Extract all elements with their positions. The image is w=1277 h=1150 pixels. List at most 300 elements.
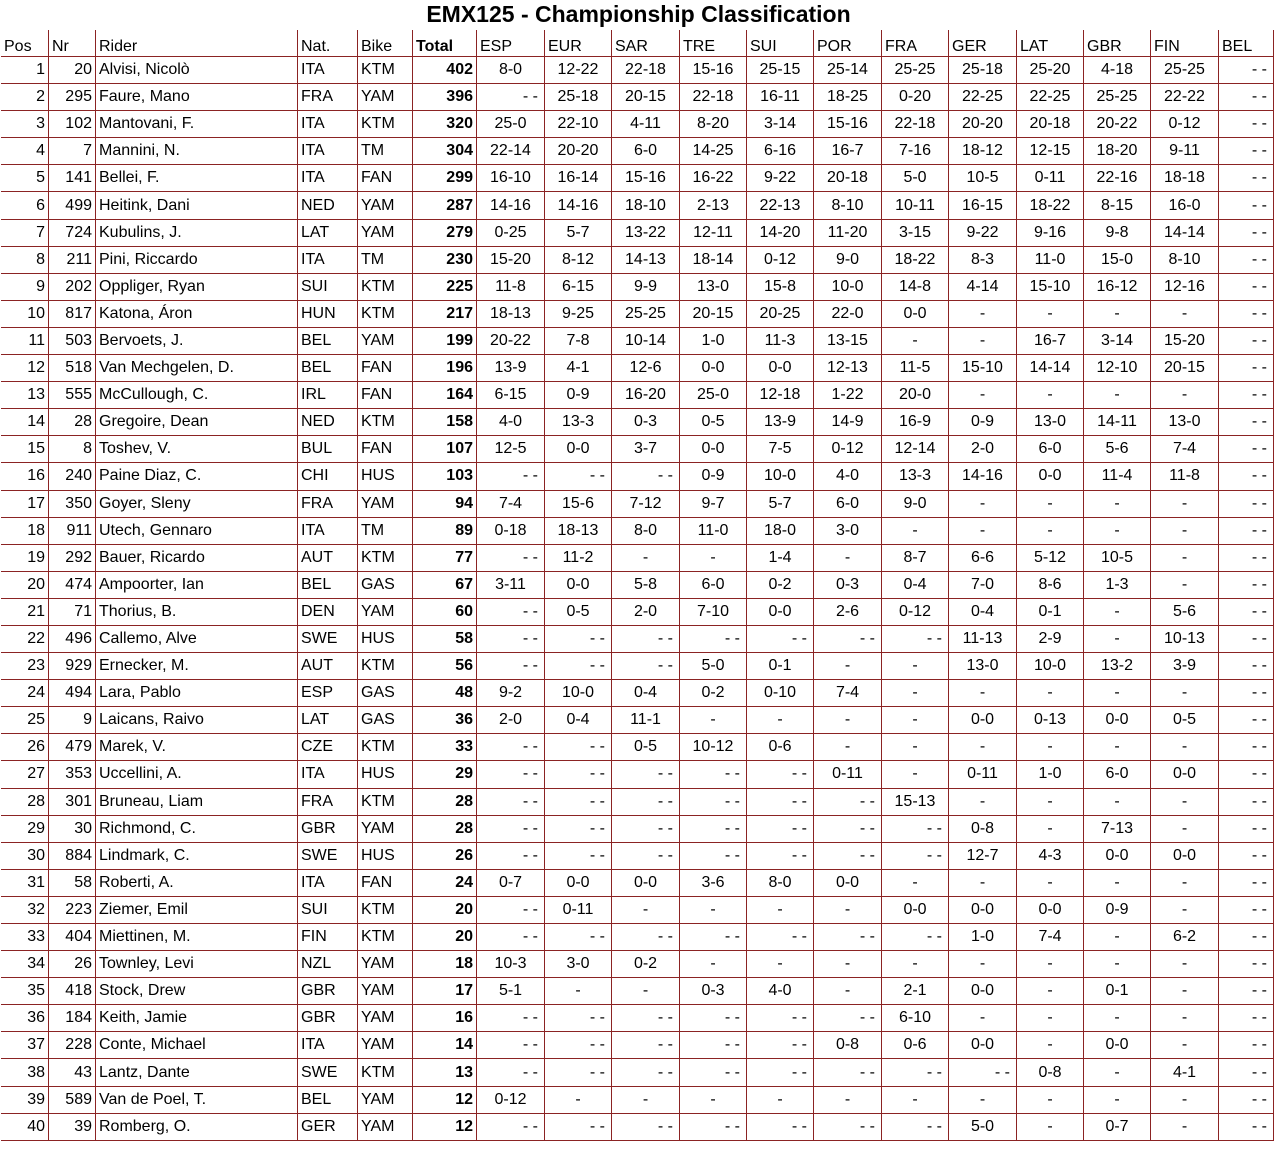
result-cell-fra: - [882,734,949,761]
result-cell-fra: 22-18 [882,111,949,138]
result-cell-bel: - - [1219,653,1274,680]
pos-cell: 29 [1,816,49,843]
total-points-cell: 287 [413,192,477,219]
result-cell-por: 0-12 [814,436,882,463]
result-cell-eur: 14-16 [545,192,612,219]
result-cell-eur: 6-15 [545,274,612,301]
pos-cell: 19 [1,545,49,572]
bike-cell: FAN [358,355,413,382]
result-cell-eur: - - [545,816,612,843]
result-cell-eur: - [545,978,612,1005]
result-cell-sui: - [747,1087,814,1114]
result-cell-sui: 0-2 [747,572,814,599]
total-points-cell: 20 [413,897,477,924]
nationality-cell: AUT [298,545,358,572]
result-cell-tre: 0-0 [680,355,747,382]
rider-cell: Heitink, Dani [96,192,298,219]
result-cell-lat: - [1017,1005,1084,1032]
result-cell-por: 15-16 [814,111,882,138]
result-cell-eur: - - [545,1032,612,1059]
pos-cell: 26 [1,734,49,761]
table-row [1,1005,1274,1032]
rider-cell: Bervoets, J. [96,328,298,355]
result-cell-ger: 0-0 [949,1032,1017,1059]
pos-cell: 37 [1,1032,49,1059]
result-cell-tre: 0-2 [680,680,747,707]
result-cell-fra: 2-1 [882,978,949,1005]
result-cell-ger: - [949,382,1017,409]
nationality-cell: CHI [298,463,358,490]
table-row [1,518,1274,545]
pos-cell: 14 [1,409,49,436]
result-cell-ger: 0-0 [949,897,1017,924]
result-cell-fin: - [1151,734,1219,761]
rider-cell: Paine Diaz, C. [96,463,298,490]
result-cell-tre: - - [680,924,747,951]
result-cell-por: - - [814,1059,882,1086]
result-cell-ger: - [949,518,1017,545]
nationality-cell: AUT [298,653,358,680]
rider-cell: Callemo, Alve [96,626,298,653]
rider-cell: Goyer, Sleny [96,491,298,518]
nationality-cell: DEN [298,599,358,626]
result-cell-lat: - [1017,301,1084,328]
table-row [1,707,1274,734]
result-cell-fra: - [882,518,949,545]
result-cell-tre: - [680,951,747,978]
result-cell-bel: - - [1219,978,1274,1005]
result-cell-gbr: 3-14 [1084,328,1151,355]
number-cell: 228 [49,1032,96,1059]
result-cell-por: - - [814,1005,882,1032]
result-cell-ger: 10-5 [949,165,1017,192]
col-header-pos: Pos [1,30,49,57]
result-cell-lat: 22-25 [1017,84,1084,111]
table-row [1,138,1274,165]
result-cell-esp: 20-22 [477,328,545,355]
result-cell-sar: - - [612,761,680,788]
number-cell: 555 [49,382,96,409]
result-cell-sui: - - [747,1059,814,1086]
result-cell-por: 13-15 [814,328,882,355]
rider-cell: McCullough, C. [96,382,298,409]
result-cell-esp: 2-0 [477,707,545,734]
result-cell-lat: 0-1 [1017,599,1084,626]
result-cell-sar: 5-8 [612,572,680,599]
result-cell-eur: 4-1 [545,355,612,382]
total-points-cell: 396 [413,84,477,111]
number-cell: 71 [49,599,96,626]
result-cell-eur: 0-0 [545,436,612,463]
total-points-cell: 48 [413,680,477,707]
bike-cell: YAM [358,1114,413,1141]
result-cell-ger: - [949,328,1017,355]
result-cell-gbr: - [1084,1087,1151,1114]
result-cell-sar: 18-10 [612,192,680,219]
rider-cell: Kubulins, J. [96,220,298,247]
result-cell-lat: 10-0 [1017,653,1084,680]
rider-cell: Roberti, A. [96,870,298,897]
result-cell-ger: 0-4 [949,599,1017,626]
result-cell-gbr: - [1084,599,1151,626]
result-cell-fin: 20-15 [1151,355,1219,382]
nationality-cell: FRA [298,84,358,111]
result-cell-esp: 8-0 [477,57,545,84]
result-cell-por: - [814,951,882,978]
result-cell-bel: - - [1219,355,1274,382]
result-cell-bel: - - [1219,761,1274,788]
result-cell-sui: 0-1 [747,653,814,680]
result-cell-por: - - [814,1114,882,1141]
nationality-cell: ITA [298,1032,358,1059]
result-cell-fra: 7-16 [882,138,949,165]
result-cell-sui: 13-9 [747,409,814,436]
bike-cell: YAM [358,816,413,843]
rider-cell: Utech, Gennaro [96,518,298,545]
table-row [1,1059,1274,1086]
result-cell-sui: 11-3 [747,328,814,355]
result-cell-bel: - - [1219,897,1274,924]
result-cell-ger: - [949,951,1017,978]
total-points-cell: 29 [413,761,477,788]
bike-cell: YAM [358,192,413,219]
number-cell: 884 [49,843,96,870]
nationality-cell: BEL [298,328,358,355]
rider-cell: Lindmark, C. [96,843,298,870]
result-cell-ger: 11-13 [949,626,1017,653]
table-row [1,599,1274,626]
table-row [1,653,1274,680]
total-points-cell: 279 [413,220,477,247]
result-cell-fin: 12-16 [1151,274,1219,301]
result-cell-fra: - [882,328,949,355]
result-cell-fin: 6-2 [1151,924,1219,951]
col-header-round-sui: SUI [747,30,814,57]
number-cell: 58 [49,870,96,897]
result-cell-ger: 2-0 [949,436,1017,463]
bike-cell: YAM [358,491,413,518]
result-cell-esp: - - [477,599,545,626]
pos-cell: 15 [1,436,49,463]
result-cell-por: - - [814,924,882,951]
pos-cell: 16 [1,463,49,490]
number-cell: 20 [49,57,96,84]
result-cell-gbr: 8-15 [1084,192,1151,219]
result-cell-sui: - - [747,816,814,843]
rider-cell: Pini, Riccardo [96,247,298,274]
result-cell-eur: - - [545,1114,612,1141]
rider-cell: Toshev, V. [96,436,298,463]
number-cell: 295 [49,84,96,111]
result-cell-bel: - - [1219,870,1274,897]
result-cell-bel: - - [1219,518,1274,545]
nationality-cell: IRL [298,382,358,409]
bike-cell: GAS [358,707,413,734]
col-header-round-esp: ESP [477,30,545,57]
pos-cell: 5 [1,165,49,192]
result-cell-tre: 10-12 [680,734,747,761]
result-cell-fra: - [882,761,949,788]
result-cell-eur: 0-11 [545,897,612,924]
pos-cell: 40 [1,1114,49,1141]
result-cell-por: - [814,978,882,1005]
rider-cell: Ziemer, Emil [96,897,298,924]
result-cell-sar: - - [612,843,680,870]
nationality-cell: NED [298,192,358,219]
nationality-cell: ITA [298,57,358,84]
result-cell-sar: 0-2 [612,951,680,978]
total-points-cell: 17 [413,978,477,1005]
result-cell-fin: - [1151,301,1219,328]
col-header-round-eur: EUR [545,30,612,57]
result-cell-lat: 0-0 [1017,463,1084,490]
result-cell-tre: 11-0 [680,518,747,545]
table-row [1,274,1274,301]
total-points-cell: 36 [413,707,477,734]
result-cell-por: 0-3 [814,572,882,599]
result-cell-fra: 6-10 [882,1005,949,1032]
result-cell-lat: 14-14 [1017,355,1084,382]
nationality-cell: GER [298,1114,358,1141]
result-cell-ger: 1-0 [949,924,1017,951]
result-cell-fin: - [1151,545,1219,572]
result-cell-eur: 12-22 [545,57,612,84]
result-cell-eur: 8-12 [545,247,612,274]
result-cell-gbr: 0-0 [1084,843,1151,870]
nationality-cell: LAT [298,220,358,247]
result-cell-por: 0-8 [814,1032,882,1059]
result-cell-ger: 22-25 [949,84,1017,111]
result-cell-tre: - - [680,843,747,870]
result-cell-esp: - - [477,545,545,572]
rider-cell: Faure, Mano [96,84,298,111]
total-points-cell: 12 [413,1087,477,1114]
rider-cell: Lantz, Dante [96,1059,298,1086]
result-cell-esp: 14-16 [477,192,545,219]
bike-cell: YAM [358,220,413,247]
pos-cell: 23 [1,653,49,680]
result-cell-lat: - [1017,1114,1084,1141]
result-cell-fra: 0-0 [882,897,949,924]
result-cell-por: 10-0 [814,274,882,301]
result-cell-lat: 0-0 [1017,897,1084,924]
result-cell-bel: - - [1219,165,1274,192]
number-cell: 817 [49,301,96,328]
result-cell-tre: - [680,1087,747,1114]
col-header-round-lat: LAT [1017,30,1084,57]
table-row [1,220,1274,247]
result-cell-esp: - - [477,761,545,788]
result-cell-fin: 16-0 [1151,192,1219,219]
result-cell-eur: - - [545,843,612,870]
table-row [1,355,1274,382]
result-cell-lat: 15-10 [1017,274,1084,301]
result-cell-fra: 0-20 [882,84,949,111]
result-cell-lat: - [1017,816,1084,843]
result-cell-bel: - - [1219,382,1274,409]
result-cell-bel: - - [1219,1005,1274,1032]
result-cell-fin: 4-1 [1151,1059,1219,1086]
number-cell: 724 [49,220,96,247]
result-cell-fra: 0-0 [882,301,949,328]
rider-cell: Uccellini, A. [96,761,298,788]
result-cell-sar: - [612,897,680,924]
result-cell-bel: - - [1219,463,1274,490]
table-row [1,1032,1274,1059]
result-cell-tre: 9-7 [680,491,747,518]
result-cell-ger: - - [949,1059,1017,1086]
result-cell-lat: 0-8 [1017,1059,1084,1086]
result-cell-sar: - [612,545,680,572]
result-cell-bel: - - [1219,843,1274,870]
result-cell-sar: - - [612,924,680,951]
result-cell-gbr: 14-11 [1084,409,1151,436]
result-cell-lat: 8-6 [1017,572,1084,599]
result-cell-fin: - [1151,978,1219,1005]
result-cell-fra: - - [882,1059,949,1086]
result-cell-sar: 4-11 [612,111,680,138]
result-cell-por: 4-0 [814,463,882,490]
result-cell-esp: 5-1 [477,978,545,1005]
result-cell-lat: 6-0 [1017,436,1084,463]
result-cell-tre: 13-0 [680,274,747,301]
result-cell-tre: - - [680,1005,747,1032]
result-cell-esp: 4-0 [477,409,545,436]
result-cell-por: 6-0 [814,491,882,518]
nationality-cell: ITA [298,761,358,788]
result-cell-fin: 18-18 [1151,165,1219,192]
result-cell-ger: 18-12 [949,138,1017,165]
result-cell-gbr: - [1084,680,1151,707]
result-cell-sui: - - [747,1005,814,1032]
result-cell-sui: 18-0 [747,518,814,545]
result-cell-fra: 20-0 [882,382,949,409]
pos-cell: 33 [1,924,49,951]
total-points-cell: 24 [413,870,477,897]
result-cell-tre: 2-13 [680,192,747,219]
result-cell-gbr: 15-0 [1084,247,1151,274]
result-cell-esp: - - [477,84,545,111]
bike-cell: YAM [358,84,413,111]
table-row [1,1087,1274,1114]
number-cell: 404 [49,924,96,951]
table-row [1,328,1274,355]
result-cell-fin: 5-6 [1151,599,1219,626]
col-header-round-fin: FIN [1151,30,1219,57]
result-cell-sui: 0-10 [747,680,814,707]
bike-cell: KTM [358,653,413,680]
result-cell-bel: - - [1219,599,1274,626]
result-cell-ger: 13-0 [949,653,1017,680]
result-cell-tre: - - [680,789,747,816]
result-cell-gbr: - [1084,924,1151,951]
bike-cell: YAM [358,328,413,355]
table-row [1,491,1274,518]
result-cell-lat: - [1017,382,1084,409]
result-cell-gbr: - [1084,734,1151,761]
pos-cell: 2 [1,84,49,111]
number-cell: 240 [49,463,96,490]
total-points-cell: 103 [413,463,477,490]
table-row [1,761,1274,788]
result-cell-esp: 9-2 [477,680,545,707]
pos-cell: 32 [1,897,49,924]
result-cell-fra: - [882,707,949,734]
result-cell-gbr: - [1084,491,1151,518]
pos-cell: 36 [1,1005,49,1032]
result-cell-eur: - - [545,761,612,788]
result-cell-fra: 12-14 [882,436,949,463]
result-cell-gbr: - [1084,301,1151,328]
result-cell-por: - - [814,789,882,816]
result-cell-sui: 0-6 [747,734,814,761]
result-cell-sar: 13-22 [612,220,680,247]
result-cell-eur: - - [545,463,612,490]
result-cell-lat: - [1017,491,1084,518]
result-cell-gbr: 9-8 [1084,220,1151,247]
result-cell-fin: - [1151,1114,1219,1141]
result-cell-fra: 0-4 [882,572,949,599]
result-cell-tre: 18-14 [680,247,747,274]
bike-cell: KTM [358,897,413,924]
result-cell-sar: 14-13 [612,247,680,274]
result-cell-gbr: - [1084,1005,1151,1032]
result-cell-lat: - [1017,1087,1084,1114]
result-cell-sui: 7-5 [747,436,814,463]
result-cell-tre: 12-11 [680,220,747,247]
result-cell-ger: 6-6 [949,545,1017,572]
rider-cell: Marek, V. [96,734,298,761]
pos-cell: 13 [1,382,49,409]
result-cell-sar: - [612,978,680,1005]
result-cell-sui: 0-0 [747,355,814,382]
col-header-round-sar: SAR [612,30,680,57]
result-cell-esp: 3-11 [477,572,545,599]
pos-cell: 10 [1,301,49,328]
result-cell-bel: - - [1219,409,1274,436]
result-cell-bel: - - [1219,1032,1274,1059]
result-cell-esp: 0-25 [477,220,545,247]
table-row [1,192,1274,219]
number-cell: 474 [49,572,96,599]
result-cell-gbr: 10-5 [1084,545,1151,572]
total-points-cell: 89 [413,518,477,545]
bike-cell: KTM [358,409,413,436]
result-cell-eur: 10-0 [545,680,612,707]
bike-cell: FAN [358,165,413,192]
result-cell-eur: 3-0 [545,951,612,978]
result-cell-gbr: - [1084,1059,1151,1086]
pos-cell: 11 [1,328,49,355]
result-cell-ger: 15-10 [949,355,1017,382]
result-cell-fin: - [1151,816,1219,843]
rider-cell: Laicans, Raivo [96,707,298,734]
result-cell-sui: - - [747,1032,814,1059]
result-cell-por: 1-22 [814,382,882,409]
result-cell-eur: 0-0 [545,572,612,599]
result-cell-fin: 11-8 [1151,463,1219,490]
col-header-nr: Nr [49,30,96,57]
rider-cell: Stock, Drew [96,978,298,1005]
result-cell-bel: - - [1219,301,1274,328]
number-cell: 496 [49,626,96,653]
pos-cell: 8 [1,247,49,274]
result-cell-tre: 0-5 [680,409,747,436]
result-cell-gbr: 7-13 [1084,816,1151,843]
result-cell-lat: 7-4 [1017,924,1084,951]
result-cell-gbr: - [1084,518,1151,545]
pos-cell: 3 [1,111,49,138]
